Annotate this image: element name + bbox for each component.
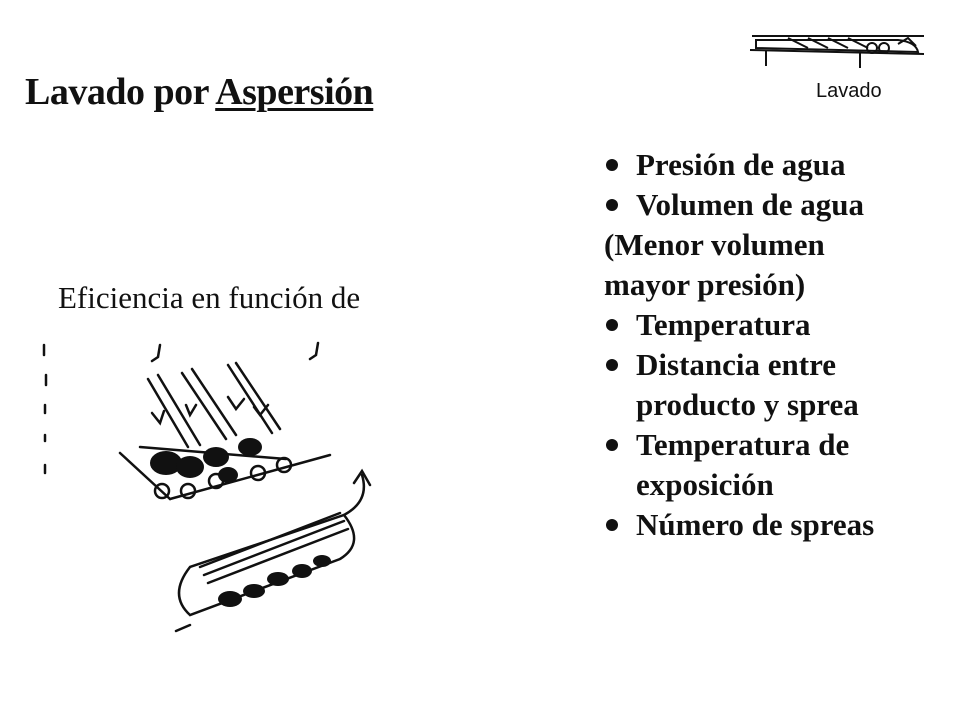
factor-list bbox=[600, 145, 945, 545]
subtitle: Eficiencia en función de bbox=[58, 280, 361, 315]
title-underlined-word: Aspersión bbox=[215, 71, 374, 113]
list-item: Volumen de agua bbox=[600, 185, 945, 225]
list-item: Número de spreas bbox=[600, 505, 945, 545]
washing-machine-icon bbox=[748, 26, 926, 74]
list-item: Presión de agua bbox=[600, 145, 945, 185]
slide-title bbox=[25, 70, 373, 114]
spray-washer-sketch bbox=[40, 335, 440, 640]
list-item-note: (Menor volumen bbox=[604, 227, 825, 262]
list-item: Temperatura de exposición bbox=[600, 425, 945, 505]
title-text: Lavado por bbox=[25, 71, 216, 113]
corner-label: Lavado bbox=[816, 80, 882, 102]
list-item: Distancia entre producto y sprea bbox=[600, 345, 945, 425]
list-item: Temperatura bbox=[600, 305, 945, 345]
list-item-note: mayor presión) bbox=[604, 267, 806, 302]
